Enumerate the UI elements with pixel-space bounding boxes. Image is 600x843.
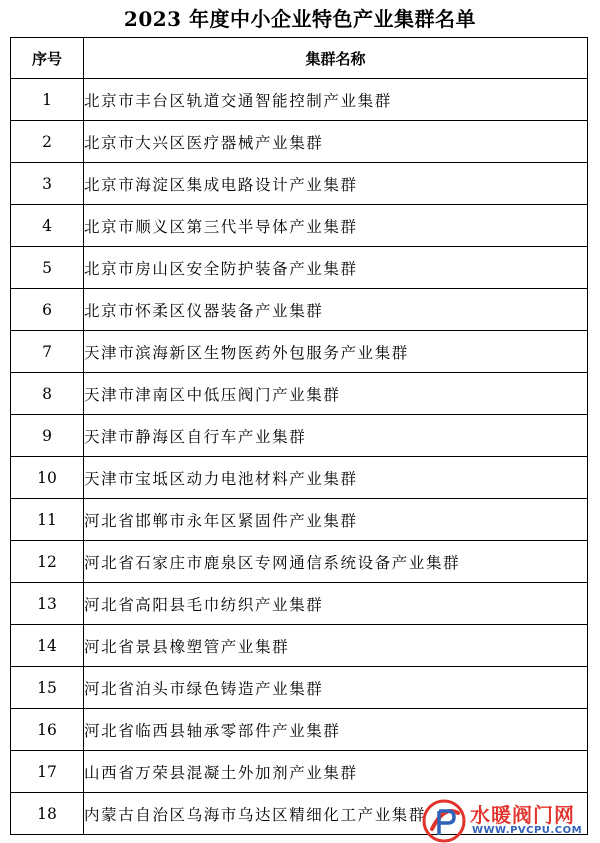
table-row <box>11 499 588 541</box>
pv-logo-icon <box>422 799 466 843</box>
row-index: 11 <box>11 499 84 541</box>
row-cluster-name: 山西省万荣县混凝土外加剂产业集群 <box>84 751 588 793</box>
row-cluster-name: 河北省石家庄市鹿泉区专网通信系统设备产业集群 <box>84 541 588 583</box>
row-cluster-name: 河北省邯郸市永年区紧固件产业集群 <box>84 499 588 541</box>
row-index: 2 <box>11 121 84 163</box>
table-row <box>11 709 588 751</box>
row-cluster-name: 天津市静海区自行车产业集群 <box>84 415 588 457</box>
header-index: 序号 <box>11 38 84 79</box>
row-index: 5 <box>11 247 84 289</box>
row-cluster-name: 天津市滨海新区生物医药外包服务产业集群 <box>84 331 588 373</box>
row-index: 15 <box>11 667 84 709</box>
row-cluster-name: 北京市大兴区医疗器械产业集群 <box>84 121 588 163</box>
table-body <box>11 79 588 835</box>
row-index: 7 <box>11 331 84 373</box>
row-cluster-name: 北京市怀柔区仪器装备产业集群 <box>84 289 588 331</box>
table-row <box>11 247 588 289</box>
row-index: 1 <box>11 79 84 121</box>
row-cluster-name: 河北省临西县轴承零部件产业集群 <box>84 709 588 751</box>
watermark-text: 水暖阀门网 <box>470 803 575 827</box>
table-row <box>11 289 588 331</box>
row-index: 8 <box>11 373 84 415</box>
row-cluster-name: 北京市丰台区轨道交通智能控制产业集群 <box>84 79 588 121</box>
row-cluster-name: 北京市海淀区集成电路设计产业集群 <box>84 163 588 205</box>
row-index: 3 <box>11 163 84 205</box>
row-index: 12 <box>11 541 84 583</box>
row-cluster-name: 天津市津南区中低压阀门产业集群 <box>84 373 588 415</box>
row-index: 6 <box>11 289 84 331</box>
table-row <box>11 457 588 499</box>
table-row <box>11 373 588 415</box>
table-row <box>11 667 588 709</box>
row-cluster-name: 内蒙古自治区乌海市乌达区精细化工产业集群 <box>84 793 588 835</box>
table-row <box>11 751 588 793</box>
table-row <box>11 163 588 205</box>
table-row <box>11 583 588 625</box>
watermark <box>422 797 598 843</box>
page-title: 2023 年度中小企业特色产业集群名单 <box>123 7 477 31</box>
table-row <box>11 205 588 247</box>
row-index: 13 <box>11 583 84 625</box>
row-index: 10 <box>11 457 84 499</box>
row-cluster-name: 河北省泊头市绿色铸造产业集群 <box>84 667 588 709</box>
row-index: 14 <box>11 625 84 667</box>
table-row <box>11 79 588 121</box>
table-row <box>11 121 588 163</box>
table-row <box>11 541 588 583</box>
row-index: 16 <box>11 709 84 751</box>
table-row <box>11 415 588 457</box>
row-cluster-name: 天津市宝坻区动力电池材料产业集群 <box>84 457 588 499</box>
header-name: 集群名称 <box>84 38 588 79</box>
table-row <box>11 625 588 667</box>
row-cluster-name: 河北省景县橡塑管产业集群 <box>84 625 588 667</box>
table-row <box>11 331 588 373</box>
row-index: 4 <box>11 205 84 247</box>
row-cluster-name: 北京市顺义区第三代半导体产业集群 <box>84 205 588 247</box>
watermark-url: WWW.PVCPU.COM <box>472 825 583 836</box>
row-index: 18 <box>11 793 84 835</box>
cluster-table <box>10 37 588 835</box>
table-header-row <box>11 38 588 79</box>
row-index: 9 <box>11 415 84 457</box>
row-index: 17 <box>11 751 84 793</box>
row-cluster-name: 河北省高阳县毛巾纺织产业集群 <box>84 583 588 625</box>
row-cluster-name: 北京市房山区安全防护装备产业集群 <box>84 247 588 289</box>
